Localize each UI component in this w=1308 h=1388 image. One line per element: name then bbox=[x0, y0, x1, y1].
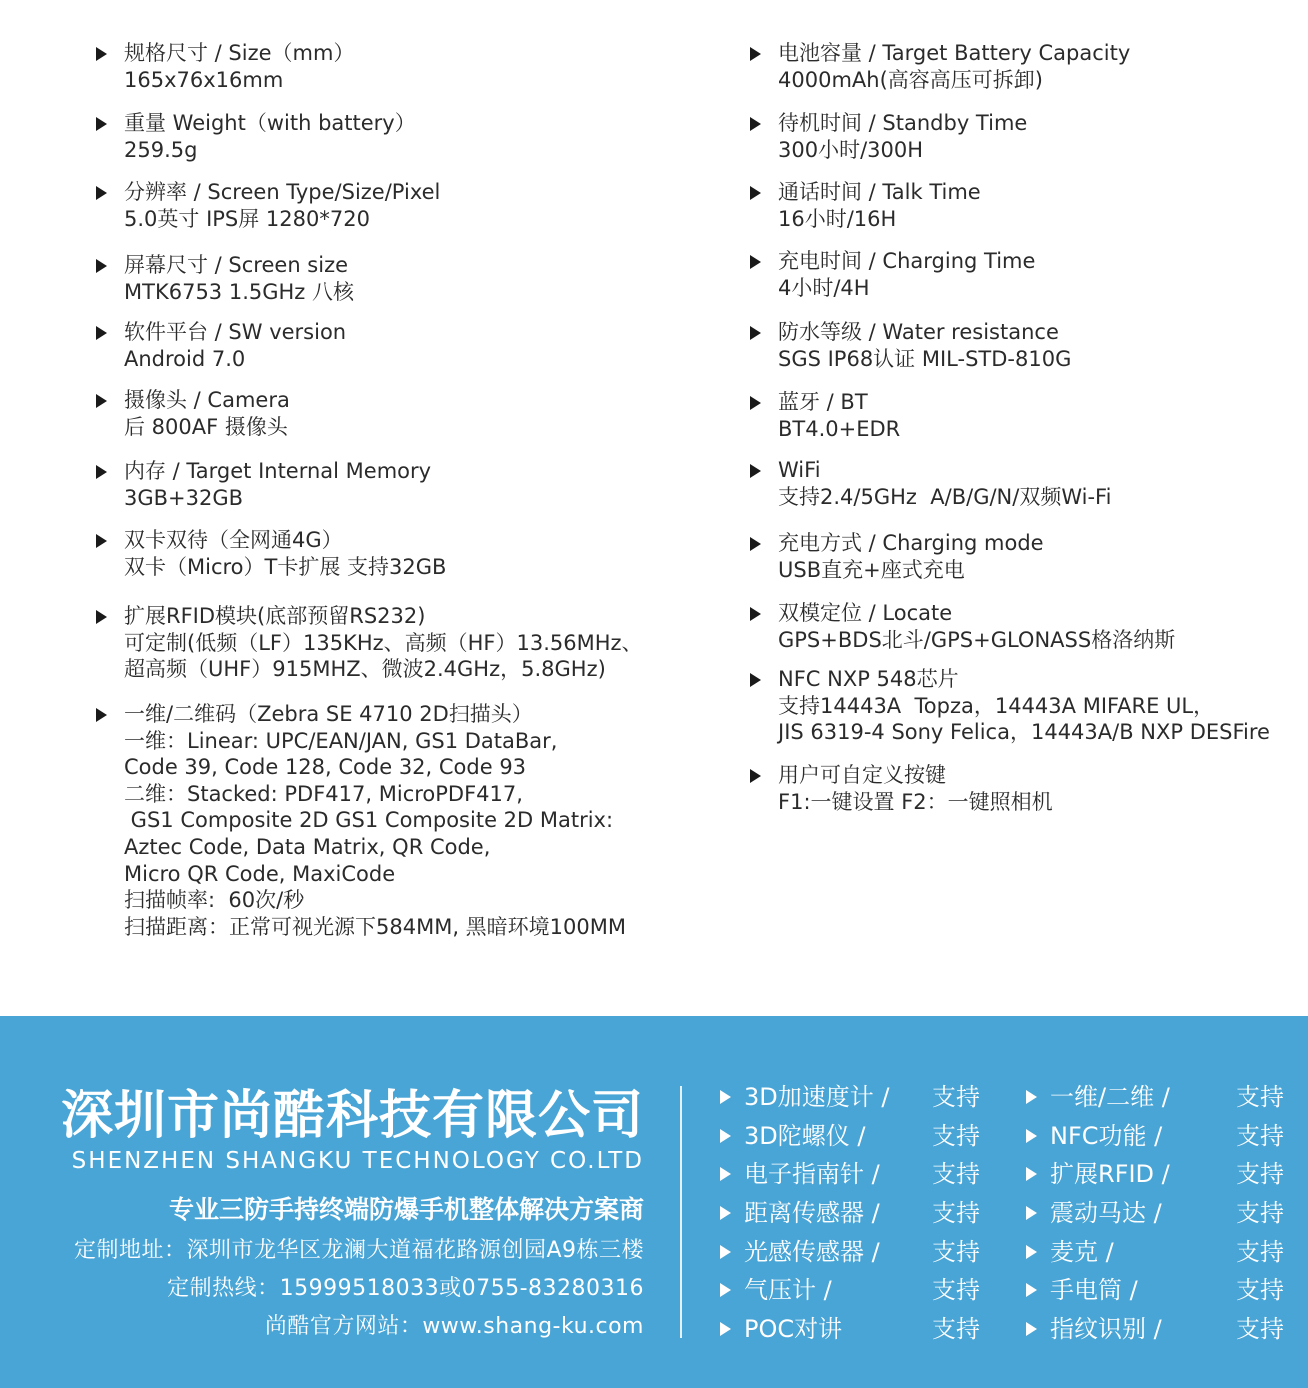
triangle-right-icon bbox=[96, 708, 107, 722]
spec-item bbox=[748, 762, 1288, 832]
spec-value: BT4.0+EDR bbox=[778, 416, 901, 441]
spec-title: 双模定位 / Locate bbox=[778, 601, 953, 625]
footer-divider bbox=[680, 1086, 682, 1338]
company-slogan: 专业三防手持终端防爆手机整体解决方案商 bbox=[168, 1195, 644, 1224]
feature-row bbox=[1024, 1194, 1284, 1233]
spec-value: 扫描距离：正常可视光源下584MM, 黑暗环境100MM bbox=[124, 914, 626, 939]
company-name-cn: 深圳市尚酷科技有限公司 bbox=[60, 1086, 644, 1146]
spec-title: 防水等级 / Water resistance bbox=[778, 320, 1059, 344]
triangle-right-icon bbox=[750, 117, 761, 131]
spec-item bbox=[748, 530, 1288, 600]
feature-value: 支持 bbox=[1236, 1237, 1284, 1266]
feature-row bbox=[718, 1310, 980, 1349]
feature-value: 支持 bbox=[932, 1237, 980, 1266]
triangle-right-icon bbox=[750, 186, 761, 200]
feature-value: 支持 bbox=[932, 1199, 980, 1228]
triangle-right-icon bbox=[720, 1283, 731, 1297]
spec-value: 3GB+32GB bbox=[124, 485, 244, 510]
feature-name: 距离传感器 / bbox=[744, 1199, 880, 1228]
company-website: 尚酷官方网站：www.shang-ku.com bbox=[264, 1314, 644, 1339]
feature-value: 支持 bbox=[1236, 1121, 1284, 1150]
feature-name: 指纹识别 / bbox=[1050, 1315, 1162, 1344]
spec-item bbox=[748, 600, 1288, 666]
triangle-right-icon bbox=[750, 396, 761, 410]
triangle-right-icon bbox=[720, 1245, 731, 1259]
spec-value: GPS+BDS北斗/GPS+GLONASS格洛纳斯 bbox=[778, 627, 1176, 652]
spec-item bbox=[94, 40, 694, 110]
feature-name: 手电筒 / bbox=[1050, 1276, 1138, 1305]
spec-value: 300小时/300H bbox=[778, 137, 924, 162]
feature-value: 支持 bbox=[1236, 1083, 1284, 1111]
triangle-right-icon bbox=[750, 326, 761, 340]
triangle-right-icon bbox=[720, 1206, 731, 1220]
spec-value: 4000mAh(高容高压可拆卸) bbox=[778, 67, 1043, 92]
spec-value: 可定制(低频（LF）135KHz、高频（HF）13.56MHz、 bbox=[124, 630, 643, 655]
triangle-right-icon bbox=[96, 394, 107, 408]
feature-row bbox=[718, 1117, 980, 1156]
spec-value: 扫描帧率: 60次/秒 bbox=[124, 888, 305, 913]
spec-title: 屏幕尺寸 / Screen size bbox=[124, 253, 349, 277]
spec-value: Aztec Code, Data Matrix, QR Code, bbox=[124, 834, 491, 859]
spec-title: 充电时间 / Charging Time bbox=[778, 249, 1036, 273]
feature-row bbox=[718, 1194, 980, 1233]
spec-item bbox=[94, 603, 694, 701]
spec-title: WiFi bbox=[778, 458, 821, 482]
feature-value: 支持 bbox=[1236, 1315, 1284, 1344]
spec-item bbox=[748, 666, 1288, 762]
spec-title: 待机时间 / Standby Time bbox=[778, 111, 1028, 135]
triangle-right-icon bbox=[96, 117, 107, 131]
triangle-right-icon bbox=[96, 326, 107, 340]
feature-name: 一维/二维 / bbox=[1050, 1083, 1170, 1111]
triangle-right-icon bbox=[750, 537, 761, 551]
feature-row bbox=[718, 1078, 980, 1117]
triangle-right-icon bbox=[96, 610, 107, 624]
triangle-right-icon bbox=[1026, 1090, 1037, 1104]
company-footer bbox=[0, 1016, 1308, 1388]
spec-title: NFC NXP 548芯片 bbox=[778, 667, 959, 691]
spec-value: Android 7.0 bbox=[124, 346, 246, 371]
features-column-1 bbox=[718, 1078, 980, 1349]
spec-title: 用户可自定义按键 bbox=[778, 763, 946, 787]
spec-title: 摄像头 / Camera bbox=[124, 388, 290, 412]
feature-value: 支持 bbox=[932, 1276, 980, 1305]
feature-row bbox=[1024, 1310, 1284, 1349]
feature-row bbox=[1024, 1271, 1284, 1310]
spec-title: 重量 Weight（with battery） bbox=[124, 111, 416, 135]
triangle-right-icon bbox=[1026, 1167, 1037, 1181]
feature-name: 3D加速度计 / bbox=[744, 1083, 890, 1111]
spec-value: 5.0英寸 IPS屏 1280*720 bbox=[124, 206, 370, 231]
company-info bbox=[61, 1086, 644, 1340]
spec-item bbox=[94, 387, 694, 458]
spec-value: Micro QR Code, MaxiCode bbox=[124, 861, 396, 886]
spec-value: JIS 6319-4 Sony Felica，14443A/B NXP DESFire bbox=[778, 720, 1270, 745]
spec-item bbox=[94, 110, 694, 179]
spec-value: 259.5g bbox=[124, 137, 198, 162]
spec-value: MTK6753 1.5GHz 八核 bbox=[124, 279, 354, 304]
spec-title: 软件平台 / SW version bbox=[124, 320, 347, 344]
triangle-right-icon bbox=[750, 769, 761, 783]
spec-value: 二维：Stacked: PDF417, MicroPDF417, bbox=[124, 781, 523, 806]
spec-item bbox=[94, 527, 694, 603]
triangle-right-icon bbox=[96, 259, 107, 273]
spec-value: 双卡（Micro）T卡扩展 支持32GB bbox=[124, 554, 447, 579]
feature-row bbox=[1024, 1233, 1284, 1272]
triangle-right-icon bbox=[1026, 1206, 1037, 1220]
spec-title: 双卡双待（全网通4G） bbox=[124, 528, 343, 552]
triangle-right-icon bbox=[750, 607, 761, 621]
feature-value: 支持 bbox=[1236, 1160, 1284, 1189]
feature-value: 支持 bbox=[932, 1315, 980, 1344]
feature-value: 支持 bbox=[932, 1121, 980, 1150]
spec-title: 充电方式 / Charging mode bbox=[778, 531, 1044, 555]
spec-title: 分辨率 / Screen Type/Size/Pixel bbox=[124, 180, 441, 204]
feature-name: 电子指南针 / bbox=[744, 1160, 880, 1189]
triangle-right-icon bbox=[750, 673, 761, 687]
company-name-en: SHENZHEN SHANGKU TECHNOLOGY CO.LTD bbox=[71, 1148, 644, 1174]
triangle-right-icon bbox=[720, 1322, 731, 1336]
feature-row bbox=[1024, 1078, 1284, 1117]
spec-item bbox=[748, 319, 1288, 389]
spec-title: 规格尺寸 / Size（mm） bbox=[124, 41, 355, 65]
feature-row bbox=[1024, 1155, 1284, 1194]
spec-title: 蓝牙 / BT bbox=[778, 390, 868, 414]
triangle-right-icon bbox=[750, 47, 761, 61]
triangle-right-icon bbox=[750, 255, 761, 269]
triangle-right-icon bbox=[96, 186, 107, 200]
spec-item bbox=[748, 110, 1288, 179]
features-column-2 bbox=[1024, 1078, 1284, 1349]
feature-value: 支持 bbox=[932, 1083, 980, 1111]
spec-item bbox=[748, 40, 1288, 110]
feature-name: 3D陀螺仪 / bbox=[744, 1121, 866, 1150]
triangle-right-icon bbox=[1026, 1129, 1037, 1143]
feature-name: 麦克 / bbox=[1050, 1237, 1114, 1266]
spec-title: 电池容量 / Target Battery Capacity bbox=[778, 41, 1131, 65]
spec-value: 165x76x16mm bbox=[124, 67, 284, 92]
spec-value: 超高频（UHF）915MHZ、微波2.4GHz，5.8GHz) bbox=[124, 657, 606, 682]
feature-name: 气压计 / bbox=[744, 1276, 832, 1305]
triangle-right-icon bbox=[720, 1167, 731, 1181]
feature-value: 支持 bbox=[1236, 1199, 1284, 1228]
specs-right-column bbox=[748, 40, 1288, 832]
feature-name: 扩展RFID / bbox=[1050, 1160, 1170, 1189]
spec-value: 4小时/4H bbox=[778, 275, 870, 300]
feature-name: POC对讲 bbox=[744, 1315, 843, 1344]
spec-title: 一维/二维码（Zebra SE 4710 2D扫描头） bbox=[124, 702, 533, 726]
spec-item bbox=[748, 389, 1288, 457]
triangle-right-icon bbox=[720, 1129, 731, 1143]
spec-value: Code 39, Code 128, Code 32, Code 93 bbox=[124, 755, 527, 780]
feature-name: 光感传感器 / bbox=[744, 1237, 880, 1266]
triangle-right-icon bbox=[720, 1090, 731, 1104]
feature-name: NFC功能 / bbox=[1050, 1121, 1163, 1150]
spec-item bbox=[748, 457, 1288, 530]
spec-item bbox=[748, 248, 1288, 319]
spec-value: 16小时/16H bbox=[778, 206, 897, 231]
triangle-right-icon bbox=[96, 465, 107, 479]
triangle-right-icon bbox=[1026, 1283, 1037, 1297]
spec-item bbox=[94, 319, 694, 387]
spec-item bbox=[94, 179, 694, 252]
feature-row bbox=[1024, 1117, 1284, 1156]
triangle-right-icon bbox=[1026, 1245, 1037, 1259]
spec-value: 支持14443A Topza，14443A MIFARE UL， bbox=[778, 693, 1215, 718]
feature-row bbox=[718, 1155, 980, 1194]
feature-value: 支持 bbox=[1236, 1276, 1284, 1305]
feature-row bbox=[718, 1233, 980, 1272]
feature-value: 支持 bbox=[932, 1160, 980, 1189]
spec-title: 内存 / Target Internal Memory bbox=[124, 459, 432, 483]
spec-value: 支持2.4/5GHz A/B/G/N/双频Wi-Fi bbox=[778, 484, 1112, 509]
triangle-right-icon bbox=[750, 464, 761, 478]
spec-value: F1:一键设置 F2：一键照相机 bbox=[778, 789, 1053, 814]
spec-item bbox=[748, 179, 1288, 248]
spec-value: 后 800AF 摄像头 bbox=[124, 414, 288, 439]
spec-item bbox=[94, 252, 694, 319]
feature-row bbox=[718, 1271, 980, 1310]
spec-value: GS1 Composite 2D GS1 Composite 2D Matrix: bbox=[124, 808, 614, 833]
spec-item bbox=[94, 701, 694, 941]
spec-title: 通话时间 / Talk Time bbox=[778, 180, 981, 204]
spec-title: 扩展RFID模块(底部预留RS232) bbox=[124, 604, 426, 628]
spec-value: 一维：Linear: UPC/EAN/JAN, GS1 DataBar, bbox=[124, 728, 558, 753]
feature-name: 震动马达 / bbox=[1050, 1199, 1162, 1228]
specs-left-column bbox=[94, 40, 694, 941]
company-address: 定制地址：深圳市龙华区龙澜大道福花路源创园A9栋三楼 bbox=[73, 1238, 644, 1263]
spec-value: SGS IP68认证 MIL-STD-810G bbox=[778, 346, 1072, 371]
triangle-right-icon bbox=[96, 47, 107, 61]
spec-value: USB直充+座式充电 bbox=[778, 557, 965, 582]
company-hotline: 定制热线：15999518033或0755-83280316 bbox=[167, 1276, 644, 1301]
triangle-right-icon bbox=[1026, 1322, 1037, 1336]
spec-item bbox=[94, 458, 694, 527]
triangle-right-icon bbox=[96, 534, 107, 548]
